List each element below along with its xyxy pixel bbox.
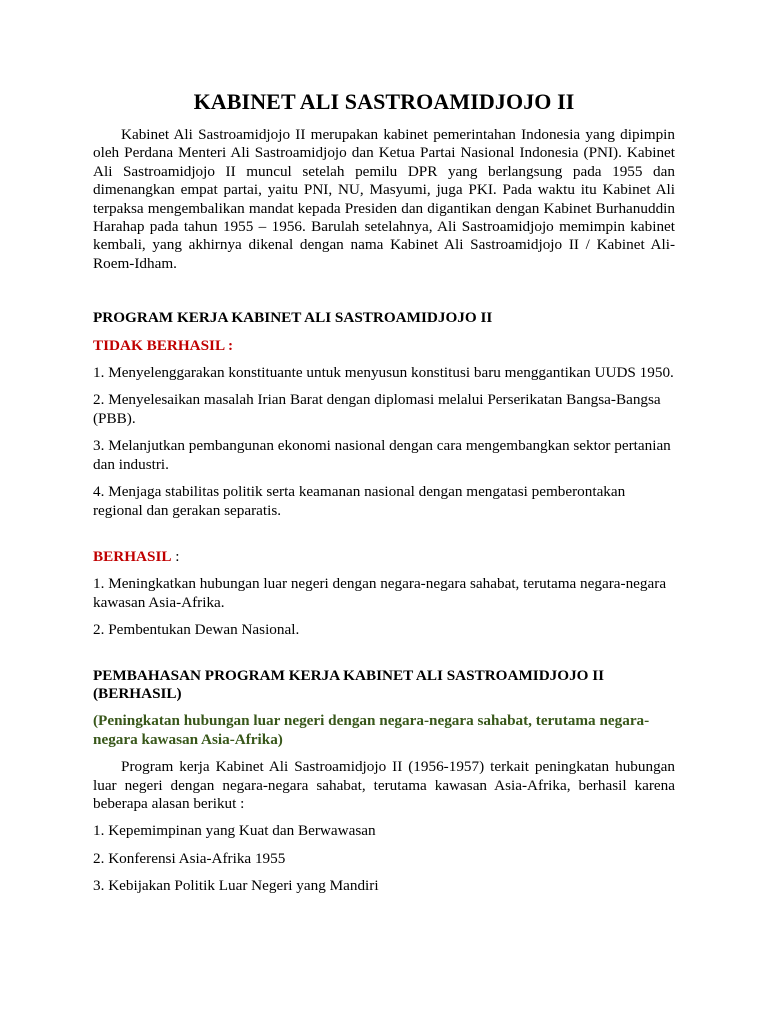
failed-item-3: 3. Melanjutkan pembangunan ekonomi nasional dengan cara mengembangkan sektor pertanian dan industri. bbox=[93, 437, 671, 473]
reason-item-1: 1. Kepemimpinan yang Kuat dan Berwawasan bbox=[93, 822, 376, 840]
reason-item-2: 2. Konferensi Asia-Afrika 1955 bbox=[93, 849, 286, 867]
discussion-heading: PEMBAHASAN PROGRAM KERJA KABINET ALI SASTROAMIDJOJO II (BERHASIL) bbox=[93, 666, 605, 702]
success-item-2: 2. Pembentukan Dewan Nasional. bbox=[93, 621, 300, 639]
success-heading-line bbox=[93, 548, 675, 566]
success-item-1: 1. Meningkatkan hubungan luar negeri dengan negara-negara sahabat, terutama negara-negara kawasan Asia-Afrika. bbox=[93, 575, 667, 611]
success-colon: : bbox=[171, 547, 180, 565]
reason-item-3: 3. Kebijakan Politik Luar Negeri yang Mandiri bbox=[93, 877, 379, 895]
document-content bbox=[93, 88, 675, 896]
document-title: KABINET ALI SASTROAMIDJOJO II bbox=[193, 89, 575, 114]
failed-item-1: 1. Menyelenggarakan konstituante untuk menyusun konstitusi baru menggantikan UUDS 1950. bbox=[93, 364, 674, 382]
discussion-subheading: (Peningkatan hubungan luar negeri dengan negara-negara sahabat, terutama negara-negara kawasan Asia-Afrika) bbox=[93, 712, 650, 748]
intro-paragraph: Kabinet Ali Sastroamidjojo II merupakan kabinet pemerintahan Indonesia yang dipimpin oleh Perdana Menteri Ali Sastroamidjojo dan Ketua Partai Nasional Indonesia (PNI). Kabinet Ali Sastroamidjojo II muncul setelah pemilu DPR yang berlangsung pada 1955 dan dimenangkan empat partai, yaitu PNI, NU, Masyumi, juga PKI. Pada waktu itu Kabinet Ali terpaksa mengembalikan mandat kepada Presiden dan digantikan dengan Kabinet Burhanuddin Harahap pada tahun 1955 – 1956. Barulah setelahnya, Ali Sastroamidjojo memimpin kabinet kembali, yang akhirnya dikenal dengan nama Kabinet Ali Sastroamidjojo II / Kabinet Ali-Roem-Idham. bbox=[93, 126, 675, 272]
program-heading: PROGRAM KERJA KABINET ALI SASTROAMIDJOJO II bbox=[93, 309, 493, 327]
failed-heading: TIDAK BERHASIL : bbox=[93, 336, 234, 354]
failed-item-2: 2. Menyelesaikan masalah Irian Barat dengan diplomasi melalui Perserikatan Bangsa-Bangsa (PBB). bbox=[93, 391, 661, 427]
discussion-intro: Program kerja Kabinet Ali Sastroamidjojo II (1956-1957) terkait peningkatan hubungan luar negeri dengan negara-negara sahabat, terutama kawasan Asia-Afrika, berhasil karena beberapa alasan berikut : bbox=[93, 758, 675, 812]
success-heading: BERHASIL bbox=[93, 547, 172, 565]
failed-item-4: 4. Menjaga stabilitas politik serta keamanan nasional dengan mengatasi pemberontakan regional dan gerakan separatis. bbox=[93, 483, 626, 519]
